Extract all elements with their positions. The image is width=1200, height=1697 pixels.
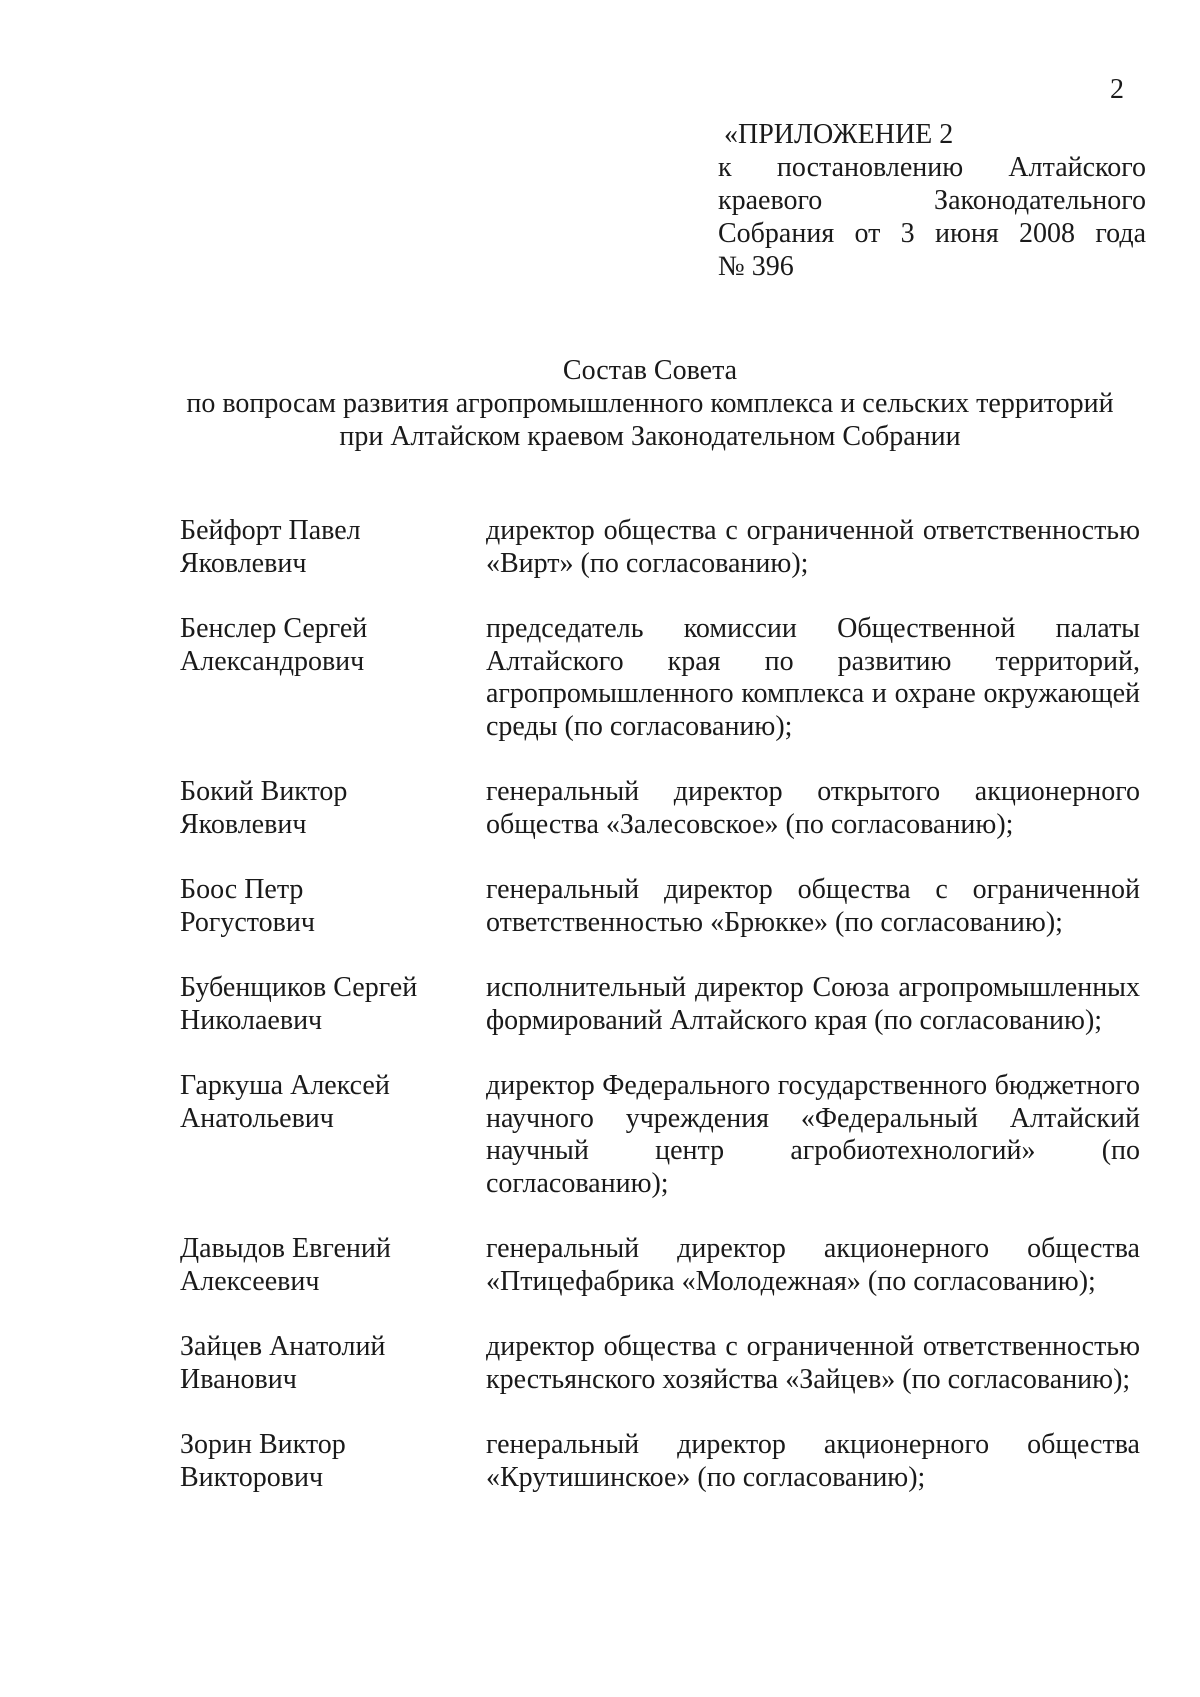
member-patronymic: Анатольевич (180, 1102, 334, 1134)
member-name (180, 613, 486, 743)
member-patronymic: Яковлевич (180, 808, 307, 840)
member-entry (180, 776, 1140, 841)
heading-line-3: при Алтайском краевом Законодательном Собрании (339, 421, 961, 452)
member-name (180, 972, 486, 1037)
appendix-line-3: Собрания от 3 июня 2008 года (718, 218, 1146, 249)
member-entry (180, 1331, 1140, 1396)
member-surname-name: Зайцев Анатолий (180, 1331, 386, 1362)
member-patronymic: Викторович (180, 1461, 324, 1493)
member-entry (180, 1429, 1140, 1494)
member-name (180, 515, 486, 580)
member-surname-name: Бенслер Сергей (180, 613, 368, 644)
member-name (180, 776, 486, 841)
member-patronymic: Александрович (180, 645, 365, 677)
member-entry (180, 613, 1140, 743)
member-patronymic: Иванович (180, 1363, 297, 1395)
member-name (180, 1429, 486, 1494)
member-name (180, 874, 486, 939)
member-surname-name: Бейфорт Павел (180, 515, 361, 546)
member-surname-name: Гаркуша Алексей (180, 1070, 390, 1101)
member-name (180, 1233, 486, 1298)
member-entry (180, 1070, 1140, 1200)
member-position: генеральный директор акционерного общества «Птицефабрика «Молодежная» (по согласованию); (486, 1233, 1140, 1297)
appendix-line-1: к постановлению Алтайского (718, 152, 1146, 183)
member-patronymic: Рогустович (180, 906, 315, 938)
appendix-title: «ПРИЛОЖЕНИЕ 2 (724, 119, 954, 150)
member-surname-name: Зорин Виктор (180, 1429, 346, 1460)
appendix-line-2: краевого Законодательного (718, 185, 1146, 216)
appendix-line-4: № 396 (718, 251, 794, 282)
member-position: председатель комиссии Общественной палаты Алтайского края по развитию территорий, агропромышленного комплекса и охране окружающей среды (по согласованию); (486, 613, 1140, 742)
member-position: директор общества с ограниченной ответственностью крестьянского хозяйства «Зайцев» (по согласованию); (486, 1331, 1140, 1395)
member-patronymic: Николаевич (180, 1004, 323, 1036)
document-heading (150, 354, 1150, 453)
member-surname-name: Бубенщиков Сергей (180, 972, 418, 1003)
member-position: исполнительный директор Союза агропромышленных формирований Алтайского края (по согласованию); (486, 972, 1140, 1036)
heading-line-1: Состав Совета (562, 355, 738, 386)
member-entry (180, 972, 1140, 1037)
member-surname-name: Давыдов Евгений (180, 1233, 391, 1264)
member-name (180, 1331, 486, 1396)
member-position: директор общества с ограниченной ответственностью «Вирт» (по согласованию); (486, 515, 1140, 579)
member-position: директор Федерального государственного бюджетного научного учреждения «Федеральный Алтайский научный центр агробиотехнологий» (по согласованию); (486, 1070, 1140, 1199)
member-surname-name: Бокий Виктор (180, 776, 348, 807)
member-name (180, 1070, 486, 1200)
page-number: 2 (1110, 74, 1124, 105)
member-patronymic: Яковлевич (180, 547, 307, 579)
member-entry (180, 1233, 1140, 1298)
member-patronymic: Алексеевич (180, 1265, 320, 1297)
appendix-block (718, 118, 1146, 283)
member-surname-name: Боос Петр (180, 874, 304, 905)
member-position: генеральный директор акционерного общества «Крутишинское» (по согласованию); (486, 1429, 1140, 1493)
members-list (180, 515, 1140, 1527)
member-position: генеральный директор общества с ограниченной ответственностью «Брюкке» (по согласованию); (486, 874, 1140, 938)
heading-line-2: по вопросам развития агропромышленного комплекса и сельских территорий (186, 388, 1114, 419)
member-entry (180, 874, 1140, 939)
member-entry (180, 515, 1140, 580)
member-position: генеральный директор открытого акционерного общества «Залесовское» (по согласованию); (486, 776, 1140, 840)
